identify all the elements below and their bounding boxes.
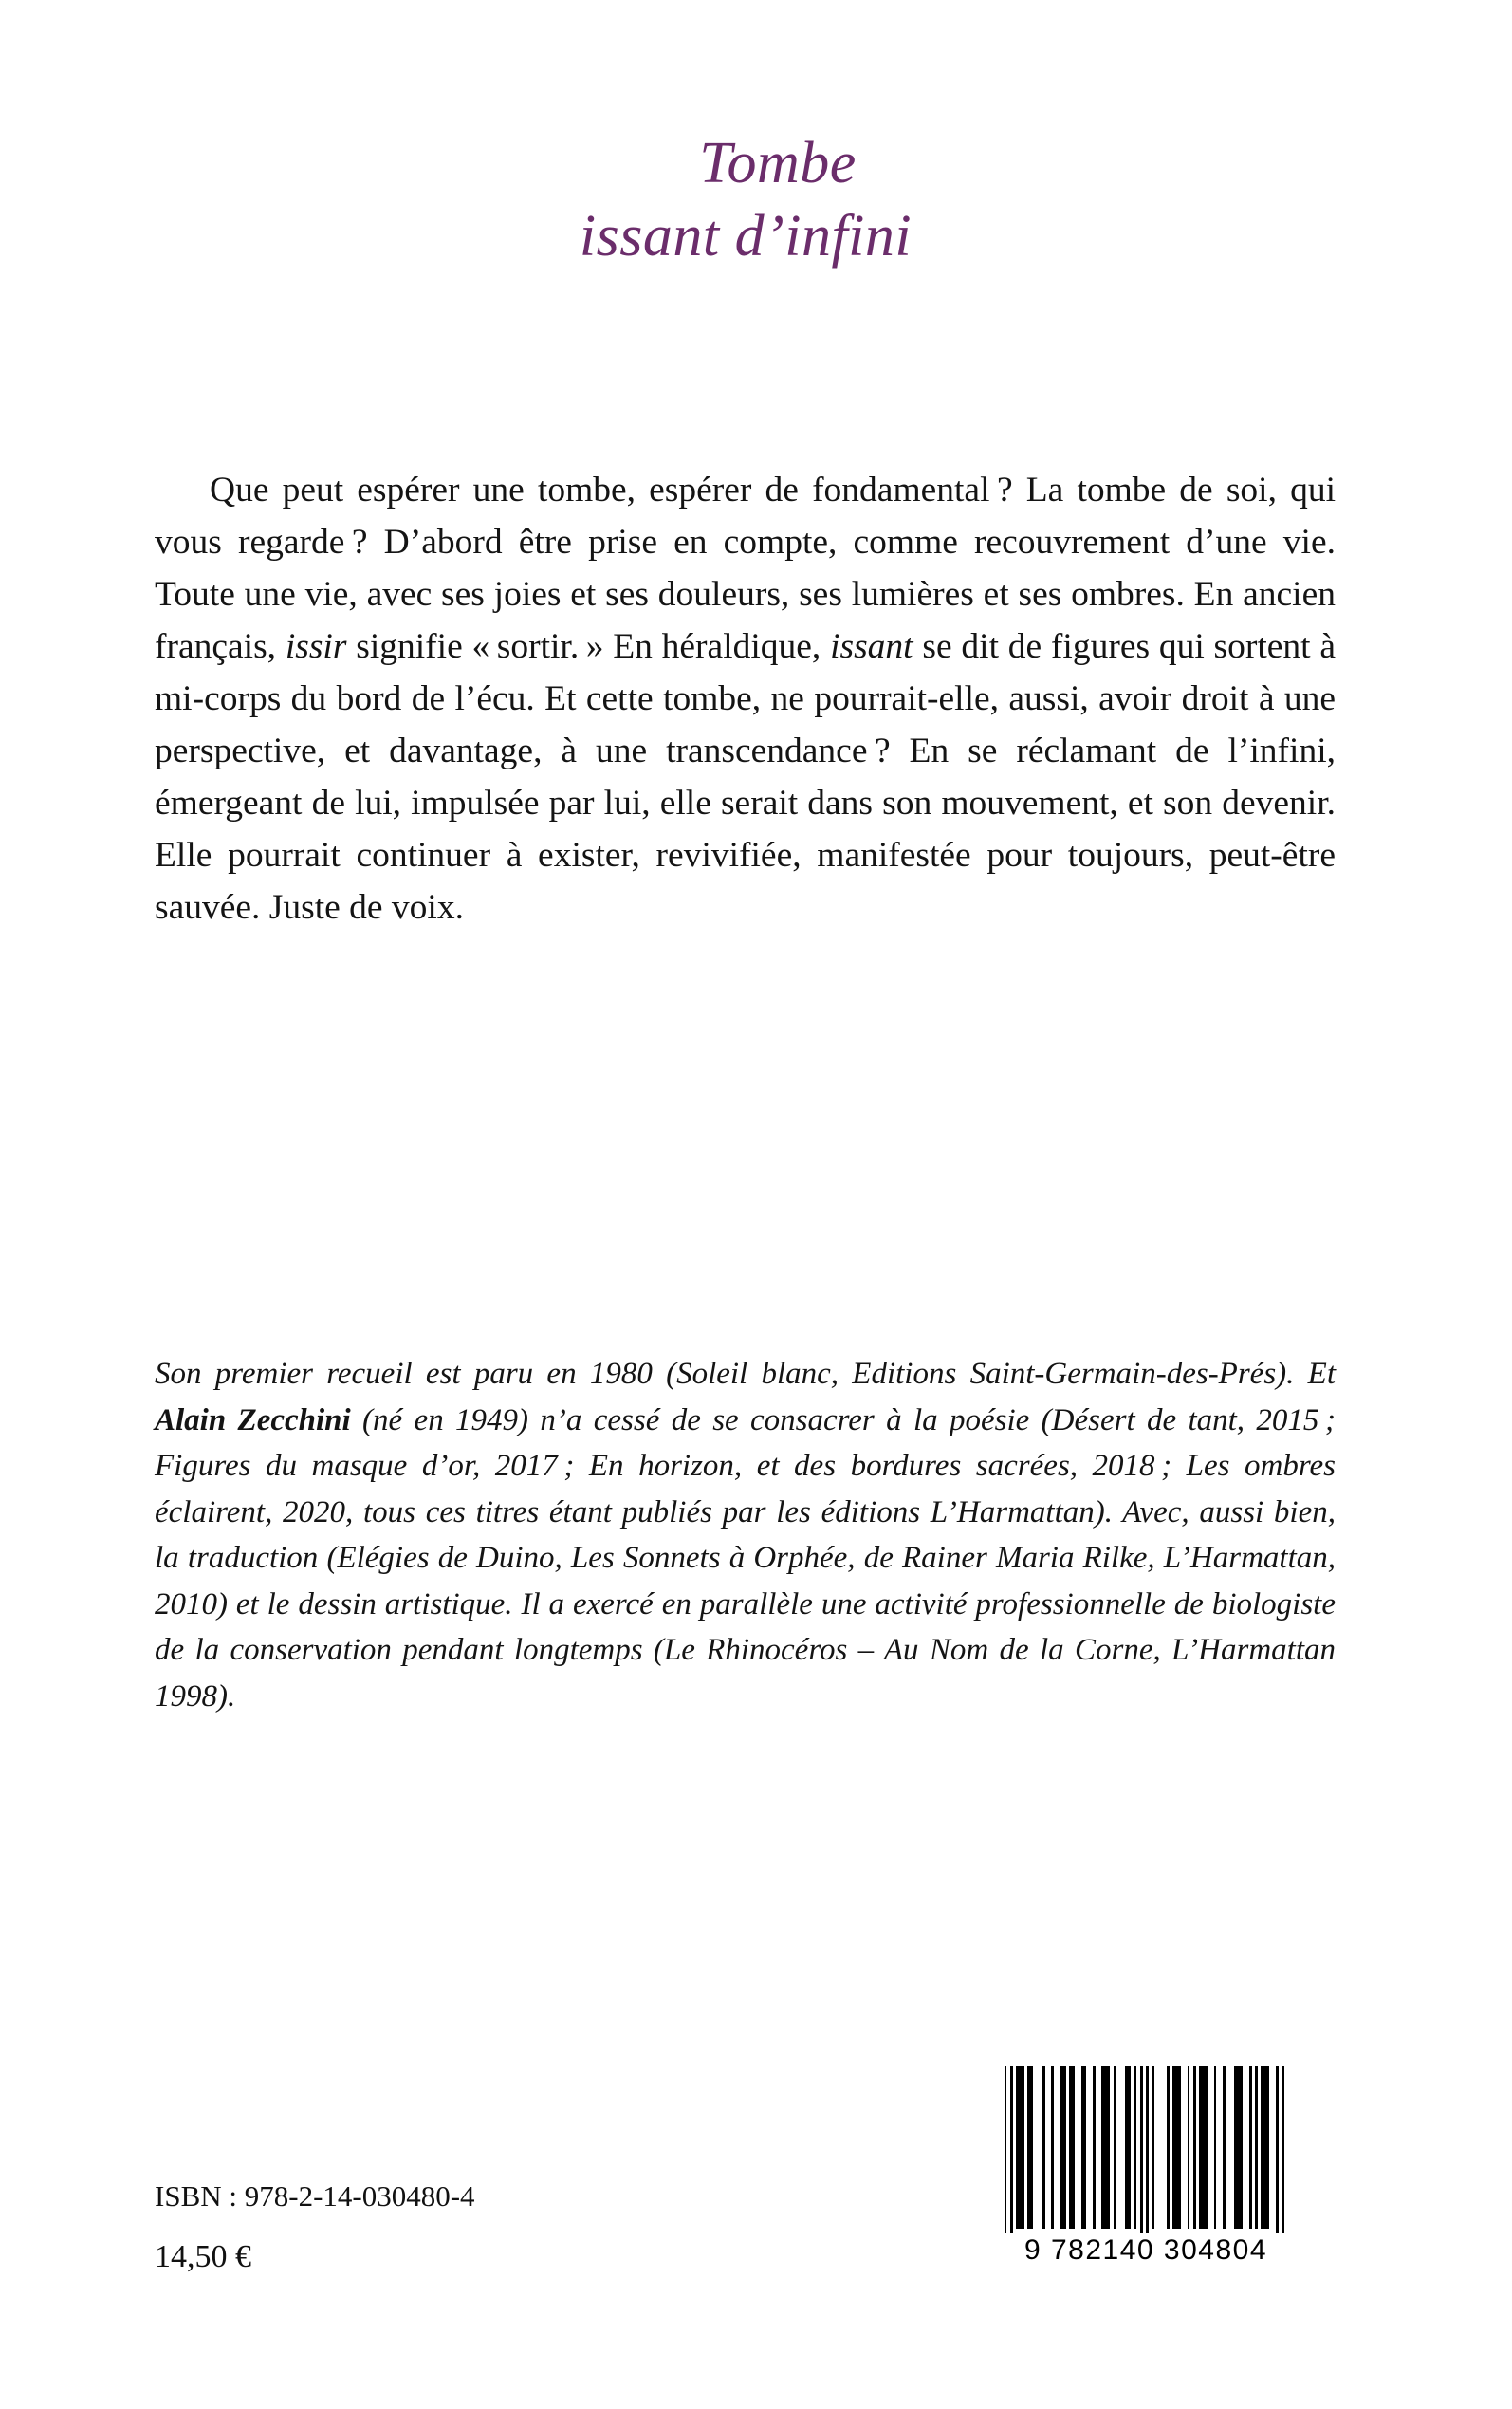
author-name: Alain Zecchini: [155, 1402, 351, 1437]
barcode-digits: 9 782140 304804: [989, 2233, 1302, 2267]
blurb-paragraph: [155, 465, 1336, 934]
bio-part-2: (né en 1949) n’a cessé de se consacrer à la poésie (Désert de tant, 2015 ; Figures du masque d’or, 2017 ; En horizon, et des bordures sacrées, 2018 ; Les ombres éclairent, 2020, tous ces titres étant publiés par les éditions L’Harmattan). Avec, aussi bien, la traduction (Elégies de Duino, Les Sonnets à Orphée, de Rainer Maria Rilke, L’Harmattan, 2010) et le dessin artistique. Il a exercé en parallèle une activité professionnelle de biologiste de la conservation pendant longtemps (Le Rhinocéros – Au Nom de la Corne, L’Harmattan 1998).: [155, 1402, 1336, 1714]
book-title: [0, 133, 1512, 268]
price-text: 14,50 €: [155, 2238, 251, 2274]
isbn-block: [155, 2175, 475, 2281]
blurb-part-3: se dit de figures qui sortent à mi-corps du bord de l’écu. Et cette tombe, ne pourrait-elle, aussi, avoir droit à une perspective, et davantage, à une transcendance ? En se réclamant de l’infini, émergeant de lui, impulsée par lui, elle serait dans son mouvement, et son devenir. Elle pourrait continuer à exister, revivifiée, manifestée pour toujours, peut-être sauvée. Juste de voix.: [155, 626, 1337, 927]
blurb-italic-1: issir: [285, 626, 347, 666]
barcode-bars: [989, 2066, 1302, 2251]
blurb-part-1: Que peut espérer une tombe, espérer de fondamental ? La tombe de soi, qui vous regarde ? D’abord être prise en compte, comme recouvrement d’une vie. Toute une vie, avec ses joies et ses douleurs, ses lumières et ses ombres. En ancien français,: [155, 471, 1336, 666]
isbn-text: ISBN : 978-2-14-030480-4: [155, 2179, 475, 2213]
blurb-text: [155, 465, 1336, 934]
bio-part-1: Son premier recueil est paru en 1980 (Soleil blanc, Editions Saint-Germain-des-Prés). Et: [155, 1357, 1336, 1391]
author-bio-paragraph: [155, 1351, 1336, 1719]
blurb-part-2: signifie « sortir. » En héraldique,: [346, 626, 831, 666]
book-title-line-2: issant d’infini: [579, 204, 913, 269]
book-title-line-1: Tombe: [699, 131, 857, 195]
author-bio: [155, 1351, 1336, 1719]
ean13-barcode: [989, 2066, 1302, 2303]
blurb-italic-2: issant: [830, 626, 913, 666]
